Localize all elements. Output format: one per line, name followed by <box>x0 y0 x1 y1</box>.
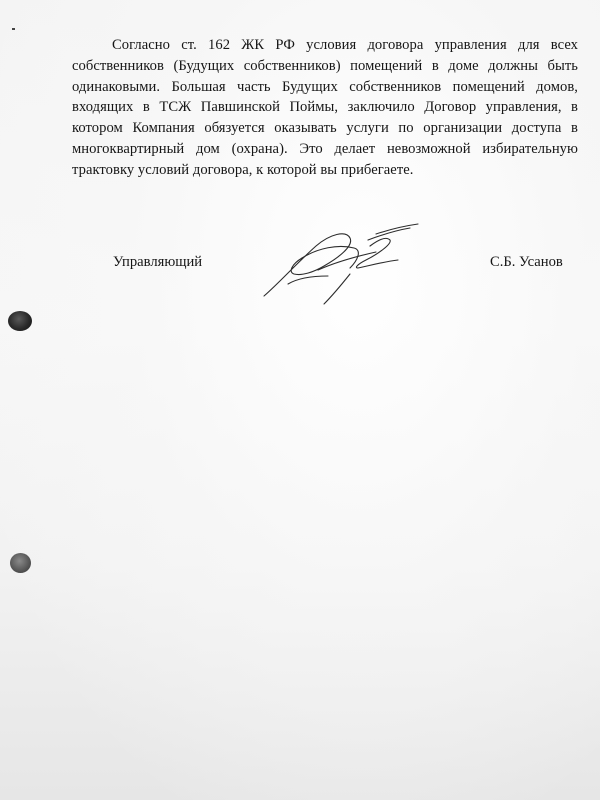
scan-speck <box>12 28 15 30</box>
body-paragraph: Согласно ст. 162 ЖК РФ условия договора управления для всех собственников (Будущих собственников) помещений в доме должны быть одинаковыми. Большая часть Будущих собственников помещений домов, входящих в ТСЖ Павшинской Поймы, заключило Договор управления, в котором Компания обязуется оказывать услуги по организации доступа в многоквартирный дом (охрана). Это делает невозможной избирательную трактовку условий договора, к которой вы прибегаете. <box>72 37 578 178</box>
handwritten-signature <box>258 218 428 308</box>
punch-hole <box>10 553 31 573</box>
signatory-name: С.Б. Усанов <box>490 254 563 270</box>
signatory-title: Управляющий <box>113 254 203 270</box>
punch-hole <box>8 311 32 331</box>
